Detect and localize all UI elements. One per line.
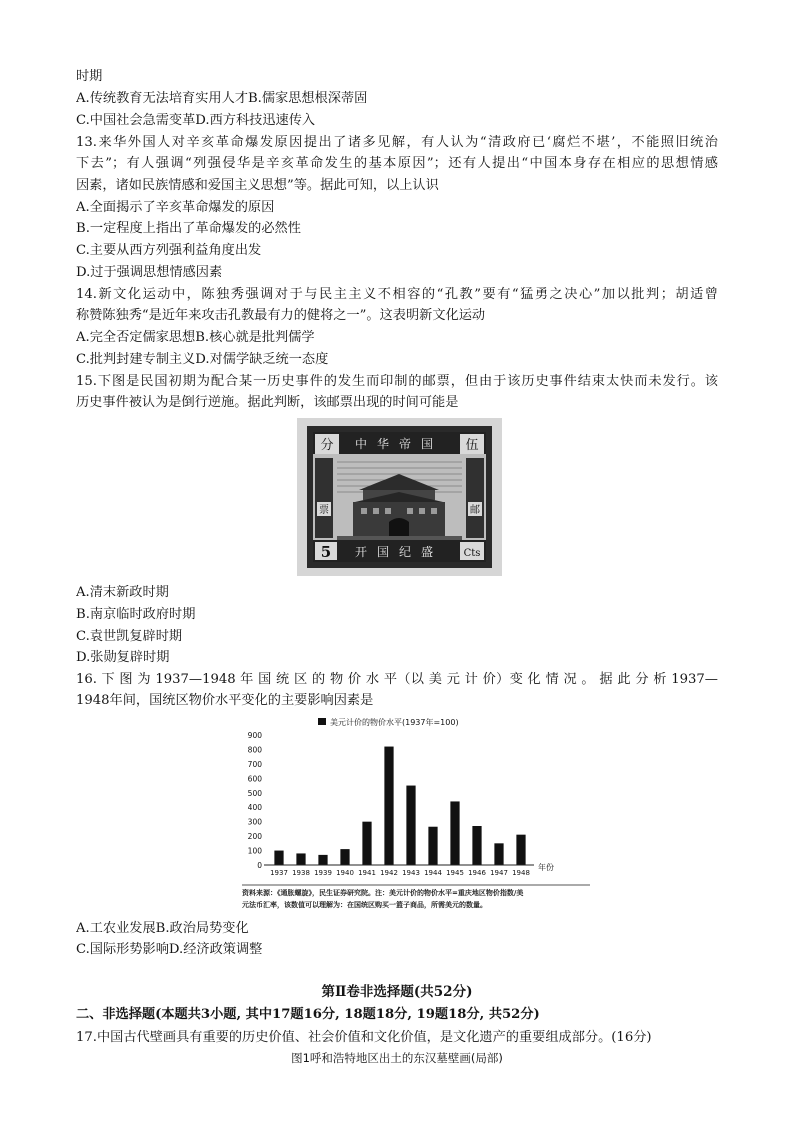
stamp-value-left: 5 — [320, 543, 332, 561]
bar-1948 — [516, 835, 525, 865]
question-14-line: 称赞陈独秀“是近年来攻击孔教最有力的健将之一”。这表明新文化运动 — [76, 308, 486, 323]
bar-1946 — [472, 826, 481, 865]
stamp-corner-left: 分 — [320, 438, 334, 453]
bar-1945 — [450, 801, 459, 865]
y-tick-label: 900 — [247, 731, 262, 740]
x-tick-label: 1943 — [402, 869, 420, 877]
x-tick-label: 1944 — [424, 869, 442, 877]
stamp-image — [297, 418, 502, 576]
option-line: D.张勋复辟时期 — [76, 650, 170, 665]
x-axis-label: 年份 — [538, 863, 554, 872]
chart-svg — [238, 713, 594, 915]
bar-1937 — [274, 851, 283, 865]
option-line: C.袁世凯复辟时期 — [76, 629, 183, 644]
part2-heading: 二、非选择题(本题共3小题, 其中17题16分, 18题18分, 19题18分, 共52分) — [76, 1007, 540, 1022]
chart-source-line1: 资料来源：《通胀螺旋》，民生证券研究院。注：美元计价的物价水平=重庆地区物价指数/美 — [242, 889, 524, 897]
bar-1939 — [318, 855, 327, 865]
option-line: A.清末新政时期 — [76, 585, 169, 600]
price-level-chart — [238, 713, 594, 915]
y-tick-label: 700 — [247, 759, 262, 769]
stamp-side-left: 票 — [319, 505, 329, 516]
x-tick-label: 1941 — [358, 869, 376, 877]
section-title: 第Ⅱ卷非选择题(共52分) — [321, 984, 473, 1000]
question-17-line: 17.中国古代壁画具有重要的历史价值、社会价值和文化价值，是文化遗产的重要组成部分。(16分) — [76, 1030, 652, 1045]
option-line: A.工农业发展B.政治局势变化 — [76, 921, 249, 936]
stamp-bottom-text: 开国纪盛 — [354, 545, 444, 559]
option-line: D.过于强调思想情感因素 — [76, 265, 223, 280]
x-tick-label: 1937 — [270, 869, 288, 877]
stamp-side-right: 邮 — [470, 505, 480, 516]
option-line: C.主要从西方列强利益角度出发 — [76, 243, 262, 258]
option-line: B.南京临时政府时期 — [76, 607, 196, 622]
stamp-top-text: 中华帝国 — [354, 437, 444, 451]
x-tick-label: 1947 — [490, 869, 508, 877]
option-line: A.全面揭示了辛亥革命爆发的原因 — [76, 200, 275, 215]
question-14-line: 14.新文化运动中，陈独秀强调对于与民主主义不相容的“孔教”要有“猛勇之决心”加以批判；胡适曾 — [76, 287, 718, 302]
x-tick-label: 1948 — [512, 869, 530, 877]
chart-legend — [318, 717, 459, 727]
x-tick-label: 1945 — [446, 869, 464, 877]
bar-1943 — [406, 786, 415, 865]
bar-1938 — [296, 853, 305, 865]
option-line: B.一定程度上指出了革命爆发的必然性 — [76, 221, 301, 236]
x-tick-label: 1942 — [380, 869, 398, 877]
legend-label: 美元计价的物价水平(1937年=100) — [330, 718, 459, 727]
option-line: C.国际形势影响D.经济政策调整 — [76, 942, 263, 957]
bar-1940 — [340, 849, 349, 865]
question-15-line: 历史事件被认为是倒行逆施。据此判断，该邮票出现的时间可能是 — [76, 395, 459, 410]
question-13-line: 13.来华外国人对辛亥革命爆发原因提出了诸多见解，有人认为“清政府已‘腐烂不堪’，不能照旧统治 — [76, 135, 718, 150]
x-tick-label: 1940 — [336, 869, 354, 877]
text-line: 时期 — [76, 69, 103, 84]
x-tick-label: 1938 — [292, 869, 310, 877]
stamp-corner-right: 伍 — [465, 438, 479, 453]
stamp-value-right: Cts — [463, 548, 481, 559]
figure-caption: 图1呼和浩特地区出土的东汉墓壁画(局部) — [291, 1051, 503, 1065]
bar-1947 — [494, 843, 503, 865]
y-tick-label: 800 — [247, 745, 262, 755]
question-16-line: 16. 下 图 为 1937—1948 年 国 统 区 的 物 价 水 平（以 美 元 计 价）变 化 情 况 。 据 此 分 析 1937— — [76, 672, 718, 687]
y-tick-label: 300 — [247, 817, 262, 827]
option-line: A.完全否定儒家思想B.核心就是批判儒学 — [76, 330, 315, 345]
x-tick-label: 1939 — [314, 869, 332, 877]
question-13-line: 因素，诸如民族情感和爱国主义思想”等。据此可知，以上认识 — [76, 178, 439, 193]
y-tick-label: 600 — [247, 774, 262, 784]
question-16-line: 1948年间，国统区物价水平变化的主要影响因素是 — [76, 693, 374, 708]
stamp-drawing — [297, 418, 502, 576]
chart-source-line2: 元法币汇率，该数值可以理解为：在国统区购买一篮子商品，所需美元的数量。 — [242, 901, 487, 909]
option-line: A.传统教育无法培育实用人才B.儒家思想根深蒂固 — [76, 91, 368, 106]
x-tick-label: 1946 — [468, 869, 486, 877]
question-13-line: 下去”；有人强调“列强侵华是辛亥革命发生的基本原因”；还有人提出“中国本身存在相应的思想情感 — [76, 156, 718, 171]
bar-1944 — [428, 827, 437, 865]
bar-1941 — [362, 822, 371, 865]
y-tick-label: 500 — [247, 788, 262, 798]
legend-swatch — [318, 718, 326, 725]
y-tick-label: 100 — [247, 846, 262, 856]
bar-1942 — [384, 747, 393, 865]
question-15-line: 15.下图是民国初期为配合某一历史事件的发生而印制的邮票，但由于该历史事件结束太快而未发行。该 — [76, 374, 718, 389]
y-tick-label: 0 — [257, 861, 262, 870]
option-line: C.批判封建专制主义D.对儒学缺乏统一态度 — [76, 352, 329, 367]
option-line: C.中国社会急需变革D.西方科技迅速传入 — [76, 113, 316, 128]
y-tick-label: 400 — [247, 803, 262, 813]
y-tick-label: 200 — [247, 832, 262, 842]
